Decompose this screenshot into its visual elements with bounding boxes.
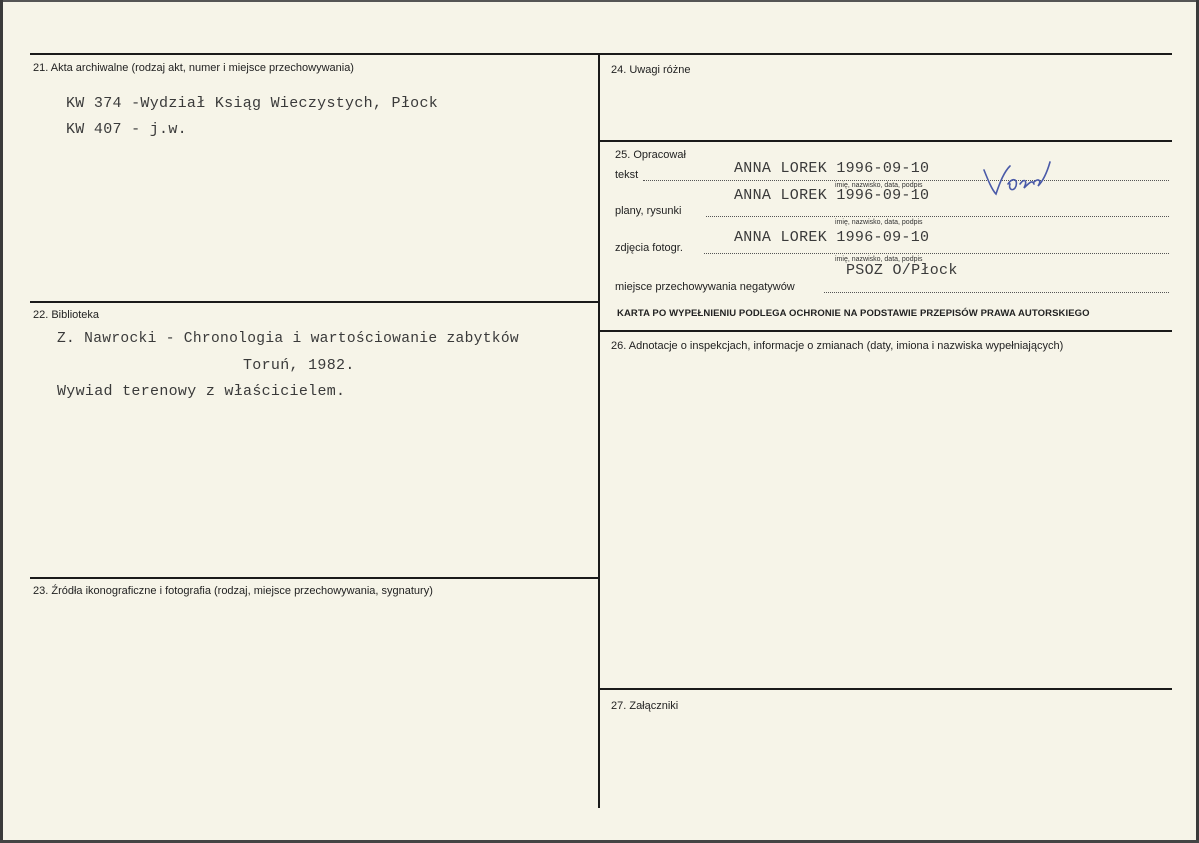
archive-entry-2: KW 407 - j.w.	[66, 121, 187, 138]
library-entry-3: Wywiad terenowy z właścicielem.	[57, 383, 346, 400]
tekst-dotted-line	[643, 180, 1169, 181]
top-rule	[30, 53, 1172, 55]
section-22-label: 22. Biblioteka	[33, 309, 100, 321]
library-entry-1: Z. Nawrocki - Chronologia i wartościowanie zabytków	[57, 331, 519, 347]
section-23-label: 23. Źródła ikonograficzne i fotografia (rodzaj, miejsce przechowywania, sygnatury)	[33, 585, 433, 597]
section-24-label: 24. Uwagi różne	[611, 64, 691, 76]
rule-22-23	[30, 577, 600, 579]
center-divider	[598, 53, 600, 808]
card-edge-top	[0, 0, 1199, 2]
negatywy-label: miejsce przechowywania negatywów	[615, 281, 795, 293]
zdjecia-label: zdjęcia fotogr.	[615, 242, 683, 254]
plany-value: ANNA LOREK 1996-09-10	[734, 187, 930, 204]
signature-image	[980, 158, 1052, 198]
rule-24-25	[600, 140, 1172, 142]
negatywy-dotted-line	[824, 292, 1169, 293]
tekst-value: ANNA LOREK 1996-09-10	[734, 160, 930, 177]
archive-entry-1: KW 374 -Wydział Ksiąg Wieczystych, Płock	[66, 95, 439, 112]
section-26-label: 26. Adnotacje o inspekcjach, informacje o zmianach (daty, imiona i nazwiska wypełniających)	[611, 340, 1064, 352]
zdjecia-dotted-line	[704, 253, 1169, 254]
zdjecia-caption: imię, nazwisko, data, podpis	[835, 256, 923, 263]
plany-caption: imię, nazwisko, data, podpis	[835, 219, 923, 226]
rule-21-22	[30, 301, 600, 303]
library-entry-2: Toruń, 1982.	[243, 357, 355, 374]
negatywy-value: PSOZ O/Płock	[846, 262, 958, 279]
zdjecia-value: ANNA LOREK 1996-09-10	[734, 229, 930, 246]
card-edge-left	[0, 0, 3, 843]
tekst-label: tekst	[615, 169, 639, 181]
section-21-label: 21. Akta archiwalne (rodzaj akt, numer i miejsce przechowywania)	[33, 62, 354, 74]
rule-25-26	[600, 330, 1172, 332]
section-25-label: 25. Opracował	[615, 149, 686, 161]
tekst-caption: imię, nazwisko, data, podpis	[835, 182, 923, 189]
section-27-label: 27. Załączniki	[611, 700, 679, 712]
copyright-notice: KARTA PO WYPEŁNIENIU PODLEGA OCHRONIE NA PODSTAWIE PRZEPISÓW PRAWA AUTORSKIEGO	[617, 308, 1090, 319]
plany-label: plany, rysunki	[615, 205, 682, 217]
plany-dotted-line	[706, 216, 1169, 217]
rule-26-27	[600, 688, 1172, 690]
